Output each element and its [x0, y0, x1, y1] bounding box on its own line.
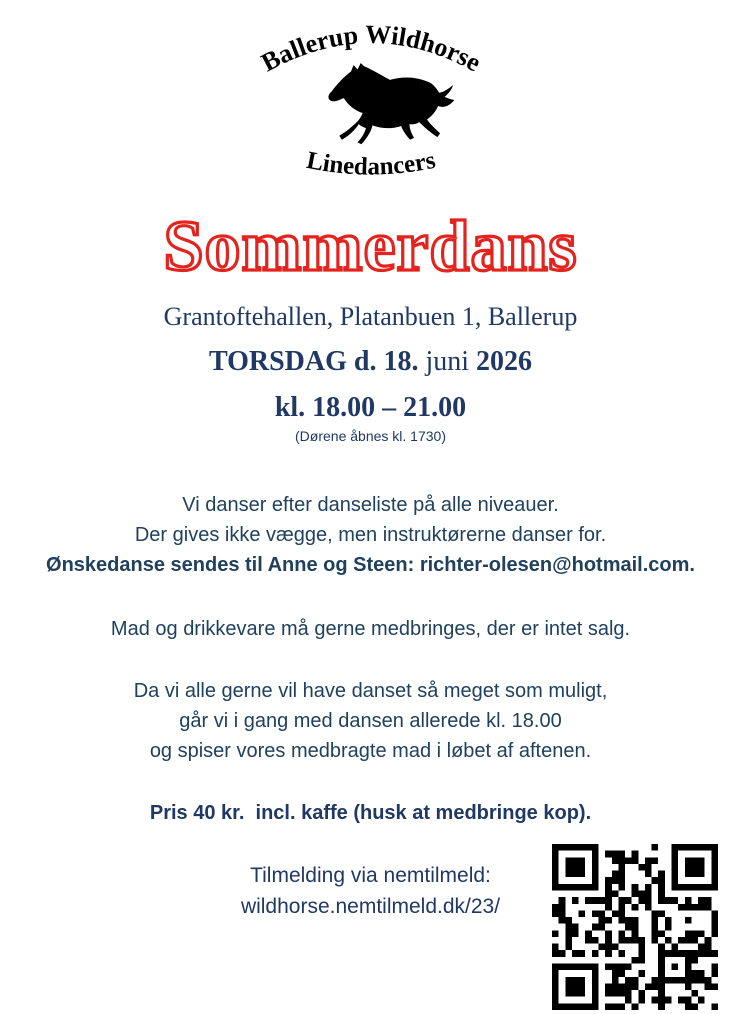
signup-heading: Tilmelding via nemtilmeld:: [250, 864, 491, 887]
doors-note: (Dørene åbnes kl. 1730): [295, 428, 446, 444]
schedule-line: går vi i gang med dansen allerede kl. 18.00: [179, 710, 562, 732]
schedule-line: Da vi alle gerne vil have danset så meget som muligt,: [133, 680, 608, 702]
date-year: 2026: [476, 346, 533, 377]
date-line: [0, 344, 741, 380]
date-month: juni: [425, 346, 470, 377]
logo-top-text: [256, 20, 485, 78]
wish-dance-email-line: Ønskedanse sendes til Anne og Steen: richter-olesen@hotmail.com.: [46, 554, 695, 576]
paragraph-schedule: [0, 676, 741, 766]
paragraph-dance-info: [0, 490, 741, 580]
qr-code-icon: [552, 844, 718, 1010]
logo-bottom-text: [304, 147, 438, 181]
dance-info-line: Der gives ikke vægge, men instruktørerne danser for.: [134, 524, 607, 546]
food-line: Mad og drikkevare må gerne medbringes, der er intet salg.: [110, 618, 631, 640]
club-logo-graphic: [236, 20, 506, 192]
date-day: TORSDAG d. 18.: [208, 346, 419, 377]
schedule-line: og spiser vores medbragte mad i løbet af aftenen.: [149, 740, 592, 762]
time-line: kl. 18.00 – 21.00: [274, 392, 467, 423]
event-title: Sommerdans: [163, 206, 578, 286]
price-line: Pris 40 kr. incl. kaffe (husk at medbringe kop).: [149, 802, 592, 824]
qr-code[interactable]: [552, 844, 718, 1010]
galloping-horse-icon: [328, 63, 454, 144]
logo-bottom-text-path: Linedancers: [303, 146, 438, 181]
logo-top-text-path: Ballerup Wildhorse: [256, 19, 486, 78]
signup-url[interactable]: wildhorse.nemtilmeld.dk/23/: [240, 895, 501, 918]
venue-line: Grantoftehallen, Platanbuen 1, Ballerup: [163, 302, 578, 331]
paragraph-food: [0, 614, 741, 644]
club-logo: [0, 0, 741, 192]
dance-info-line: Vi danser efter danseliste på alle niveauer.: [182, 494, 559, 516]
